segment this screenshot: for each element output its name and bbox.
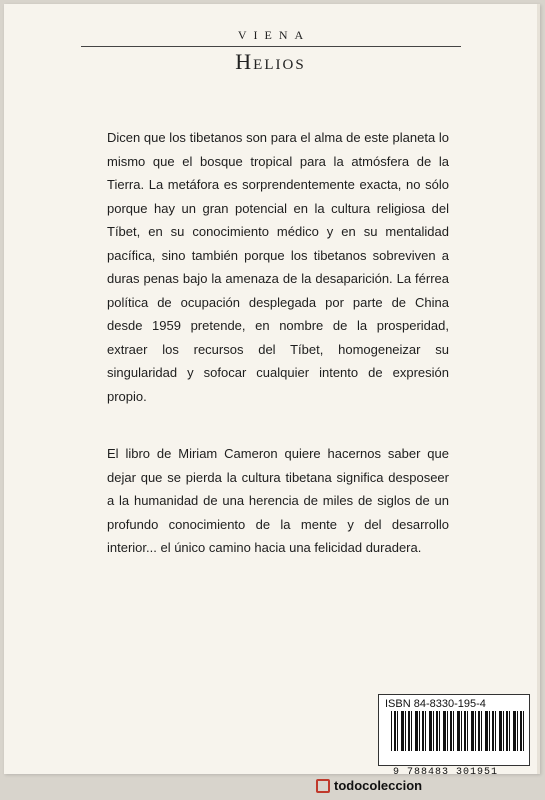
publisher-brand — [4, 28, 537, 74]
barcode-digits: 9 788483 301951 — [393, 767, 499, 778]
watermark — [316, 778, 422, 793]
todocoleccion-logo-icon — [316, 779, 330, 793]
series-name: VIENA — [237, 28, 311, 42]
brand-divider — [81, 46, 461, 47]
imprint-name: Helios — [235, 49, 306, 74]
blurb-paragraph-2: El libro de Miriam Cameron quiere hacernos saber que dejar que se pierda la cultura tibetana significa desposeer a la humanidad de una herencia de miles de siglos de un profundo conocimiento de la mente y del desarrollo interior... el único camino hacia una felicidad duradera. — [107, 446, 449, 555]
watermark-text: todocoleccion — [334, 778, 423, 793]
isbn-label: ISBN 84-8330-195-4 — [385, 698, 486, 710]
blurb-paragraph-1: Dicen que los tibetanos son para el alma de este planeta lo mismo que el bosque tropical para la atmósfera de la Tierra. La metáfora es sorprendentemente exacta, no sólo porque hay un gran potencial en la cultura religiosa del Tíbet, en su conocimiento médico y en su mentalidad pacífica, sino también porque los tibetanos sobreviven a duras penas bajo la amenaza de la desaparición. La férrea política de ocupación desplegada por parte de China desde 1959 pretende, en nombre de la prosperidad, extraer los recursos del Tíbet, homogeneizar su singularidad y sofocar cualquier intento de expresión propio. — [107, 130, 449, 404]
barcode — [391, 711, 525, 778]
isbn-barcode-box — [378, 694, 530, 778]
barcode-bars — [391, 711, 525, 751]
back-cover — [4, 4, 540, 778]
